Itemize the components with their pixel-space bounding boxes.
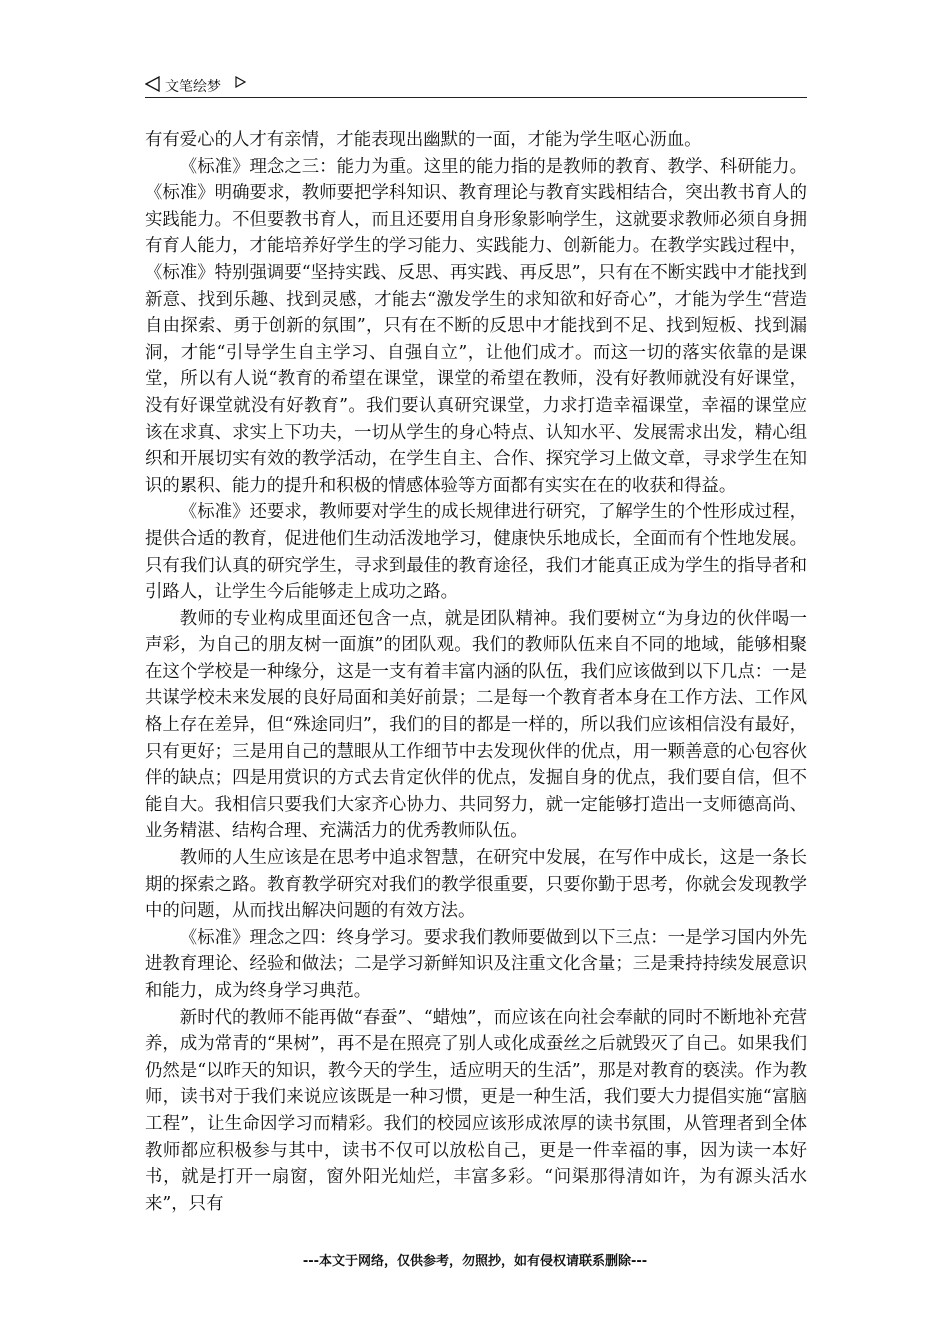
paragraph: 有有爱心的人才有亲情，才能表现出幽默的一面，才能为学生呕心沥血。 (145, 130, 702, 150)
right-triangle-icon (235, 76, 246, 91)
header-divider (145, 97, 807, 98)
paragraph: 《标准》理念之三：能力为重。这里的能力指的是教师的教育、教学、科研能力。《标准》明确要求，教师要把学科知识、教育理论与教育实践相结合，突出教书育人的实践能力。不但要教书育人，而且还要用自身形象影响学生，这就要求教师必须自身拥有育人能力，才能培养好学生的学习能力、实践能力、创新能力。在教学实践过程中，《标准》特别强调要“坚持实践、反思、再实践、再反思”，只有在不断实践中才能找到新意、找到乐趣、找到灵感，才能去“激发学生的求知欲和好奇心”，才能为学生“营造自由探索、勇于创新的氛围”，只有在不断的反思中才能找到不足、找到短板、找到漏洞，才能“引导学生自主学习、自强自立”，让他们成才。而这一切的落实依靠的是课堂，所以有人说“教育的希望在课堂，课堂的希望在教师，没有好教师就没有好课堂，没有好课堂就没有好教育”。我们要认真研究课堂，力求打造幸福课堂，幸福的课堂应该在求真、求实上下功夫，一切从学生的身心特点、认知水平、发展需求出发，精心组织和开展切实有效的教学活动，在学生自主、合作、探究学习上做文章，寻求学生在知识的累积、能力的提升和积极的情感体验等方面都有实实在在的收获和得益。 (145, 156, 807, 496)
header-brand: 文笔绘梦 (165, 79, 221, 95)
paragraph: 教师的专业构成里面还包含一点，就是团队精神。我们要树立“为身边的伙伴喝一声彩，为自己的朋友树一面旗”的团队观。我们的教师队伍来自不同的地域，能够相聚在这个学校是一种缘分，这是一支有着丰富内涵的队伍，我们应该做到以下几点：一是共谋学校未来发展的良好局面和美好前景；二是每一个教育者本身在工作方法、工作风格上存在差异，但“殊途同归”，我们的目的都是一样的，所以我们应该相信没有最好，只有更好；三是用自己的慧眼从工作细节中去发现伙伴的优点，用一颗善意的心包容伙伴的缺点；四是用赏识的方式去肯定伙伴的优点，发掘自身的优点，我们要自信，但不能自大。我相信只要我们大家齐心协力、共同努力，就一定能够打造出一支师德高尚、业务精湛、结构合理、充满活力的优秀教师队伍。 (145, 608, 807, 842)
document-body (145, 127, 807, 1217)
paragraph: 《标准》还要求，教师要对学生的成长规律进行研究，了解学生的个性形成过程，提供合适的教育，促进他们生动活泼地学习，健康快乐地成长，全面而有个性地发展。只有我们认真的研究学生，寻求到最佳的教育途径，我们才能真正成为学生的指导者和引路人，让学生今后能够走上成功之路。 (145, 502, 807, 603)
page-footer: ---本文于网络，仅供参考，勿照抄，如有侵权请联系删除--- (302, 1254, 648, 1269)
paragraph: 教师的人生应该是在思考中追求智慧，在研究中发展，在写作中成长，这是一条长期的探索之路。教育教学研究对我们的教学很重要，只要你勤于思考，你就会发现教学中的问题，从而找出解决问题的有效方法。 (145, 848, 807, 922)
left-triangle-icon (145, 76, 161, 96)
page-header (145, 74, 807, 96)
paragraph: 《标准》理念之四：终身学习。要求我们教师要做到以下三点：一是学习国内外先进教育理论、经验和做法；二是学习新鲜知识及注重文化含量；三是秉持持续发展意识和能力，成为终身学习典范。 (145, 927, 807, 1001)
paragraph: 新时代的教师不能再做“春蚕”、“蜡烛”，而应该在向社会奉献的同时不断地补充营养，成为常青的“果树”，再不是在照亮了别人或化成蚕丝之后就毁灭了自己。如果我们仍然是“以昨天的知识，教今天的学生，适应明天的生活”，那是对教育的亵渎。作为教师，读书对于我们来说应该既是一种习惯，更是一种生活，我们要大力提倡实施“富脑工程”，让生命因学习而精彩。我们的校园应该形成浓厚的读书氛围，从管理者到全体教师都应积极参与其中，读书不仅可以放松自己，更是一件幸福的事，因为读一本好书，就是打开一扇窗，窗外阳光灿烂，丰富多彩。“问渠那得清如许，为有源头活水来”，只有 (145, 1007, 807, 1214)
